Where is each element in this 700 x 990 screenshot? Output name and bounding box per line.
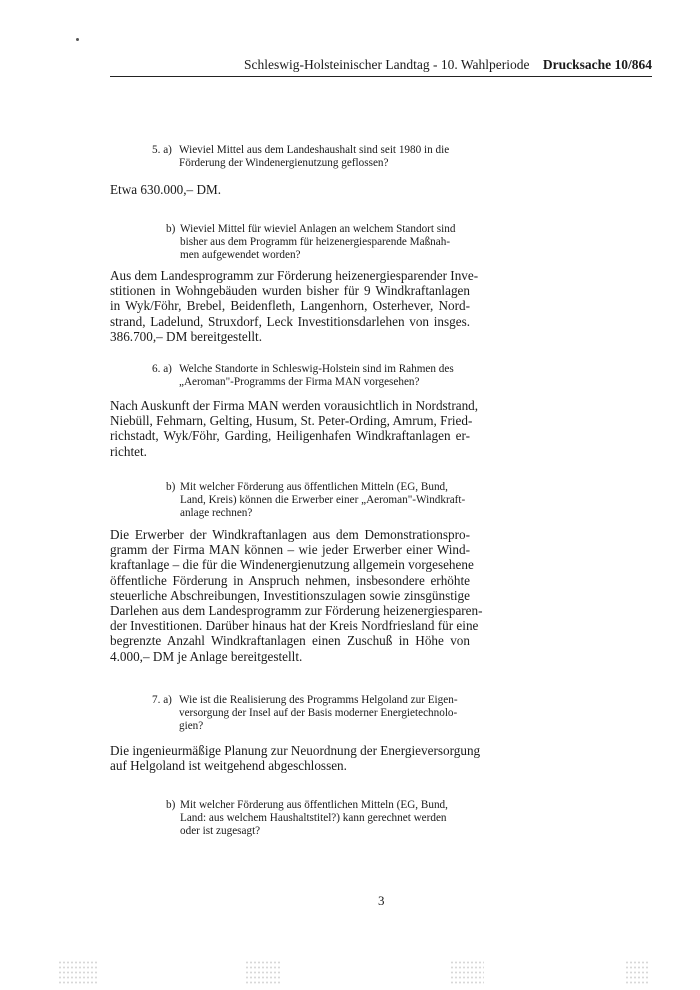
answer-line: der Investitionen. Darüber hinaus hat der Kreis Nordfriesland für eine [110,618,479,634]
answer-line: in Wyk/Föhr, Brebel, Beidenfleth, Langenhorn, Osterhever, Nord- [110,298,470,314]
scan-noise [625,960,649,986]
question-6b [166,481,486,520]
question-line: Welche Standorte in Schleswig-Holstein sind im Rahmen des [179,363,454,375]
answer-line: Nach Auskunft der Firma MAN werden vorausichtlich in Nordstrand, [110,398,479,413]
question-marker: 7. a) [152,694,172,706]
page-header [110,57,652,77]
question-6a [152,363,482,389]
question-7b [166,799,486,838]
answer-5b [110,268,479,344]
answer-line: strand, Ladelund, Struxdorf, Leck Investitionsdarlehen von insges. [110,313,470,329]
question-line: bisher aus dem Programm für heizenergiesparende Maßnah- [180,236,451,248]
question-line: Land: aus welchem Haushaltstitel?) kann gerechnet werden [180,812,447,824]
answer-line: Die Erwerber der Windkraftanlagen aus dem Demonstrationspro- [110,527,470,542]
question-line: men aufgewendet worden? [180,249,301,261]
question-7a [152,694,482,733]
question-line: versorgung der Insel auf der Basis moderner Energietechnolo- [179,707,458,719]
answer-line: begrenzte Anzahl Windkraftanlagen einen Zuschuß in Höhe von [110,633,470,649]
question-marker: b) [166,481,176,493]
question-5a [152,144,482,170]
question-line: Mit welcher Förderung aus öffentlichen Mitteln (EG, Bund, [180,481,448,493]
question-line: Wieviel Mittel aus dem Landeshaushalt sind seit 1980 in die [179,144,450,156]
answer-line: Die ingenieurmäßige Planung zur Neuordnung der Energieversorgung [110,743,481,758]
question-5b [166,223,486,262]
answer-line: richstadt, Wyk/Föhr, Garding, Heiligenhafen Windkraftanlagen er- [110,428,470,444]
scan-speck [76,38,79,41]
answer-line: auf Helgoland ist weitgehend abgeschlossen. [110,758,347,774]
page-number: 3 [378,893,385,908]
question-line: oder ist zugesagt? [180,825,261,837]
answer-line: kraftanlage – die für die Windenergienutzung allgemein vorgesehene [110,557,474,573]
scan-noise [245,960,281,986]
question-marker: 5. a) [152,144,172,156]
question-marker: 6. a) [152,363,172,375]
question-line: Mit welcher Förderung aus öffentlichen Mitteln (EG, Bund, [180,799,448,811]
answer-line: stitionen in Wohngebäuden wurden bisher für 9 Windkraftanlagen [110,283,470,299]
question-line: Land, Kreis) können die Erwerber einer „Aeroman"-Windkraft- [180,494,466,506]
answer-5a [110,182,470,197]
answer-line: steuerliche Abschreibungen, Investitionszulagen sowie zinsgünstige [110,587,470,603]
answer-line: 386.700,– DM bereitgestellt. [110,328,262,344]
answer-line: 4.000,– DM je Anlage bereitgestellt. [110,648,303,664]
answer-line: richtet. [110,443,147,459]
question-marker: b) [166,799,176,811]
question-line: Wieviel Mittel für wieviel Anlagen an welchem Standort sind [180,223,456,235]
question-line: Förderung der Windenergienutzung geflossen? [179,157,389,169]
question-line: „Aeroman"-Programms der Firma MAN vorgesehen? [179,376,420,388]
header-doc-number: Drucksache 10/864 [542,57,652,72]
answer-line: Niebüll, Fehmarn, Gelting, Husum, St. Peter-Ording, Amrum, Fried- [110,413,473,429]
scan-noise [450,960,484,986]
answer-line: öffentliche Förderung in Anspruch nehmen, insbesondere erhöhte [110,572,470,588]
answer-6b [110,527,483,664]
answer-line: Darlehen aus dem Landesprogramm zur Förderung heizenergiesparen- [110,603,483,619]
answer-line: Aus dem Landesprogramm zur Förderung heizenergiesparender Inve- [110,268,479,283]
header-rule [110,76,652,77]
answer-line: gramm der Firma MAN können – wie jeder Erwerber einer Wind- [110,542,470,558]
question-line: gien? [179,720,204,732]
question-marker: b) [166,223,176,235]
header-title: Schleswig-Holsteinischer Landtag - 10. Wahlperiode [244,57,530,72]
scan-noise [58,960,98,986]
question-line: anlage rechnen? [180,507,253,519]
question-line: Wie ist die Realisierung des Programms Helgoland zur Eigen- [179,694,458,706]
answer-6a [110,398,479,459]
answer-line: Etwa 630.000,– DM. [110,182,221,197]
answer-7a [110,743,481,774]
